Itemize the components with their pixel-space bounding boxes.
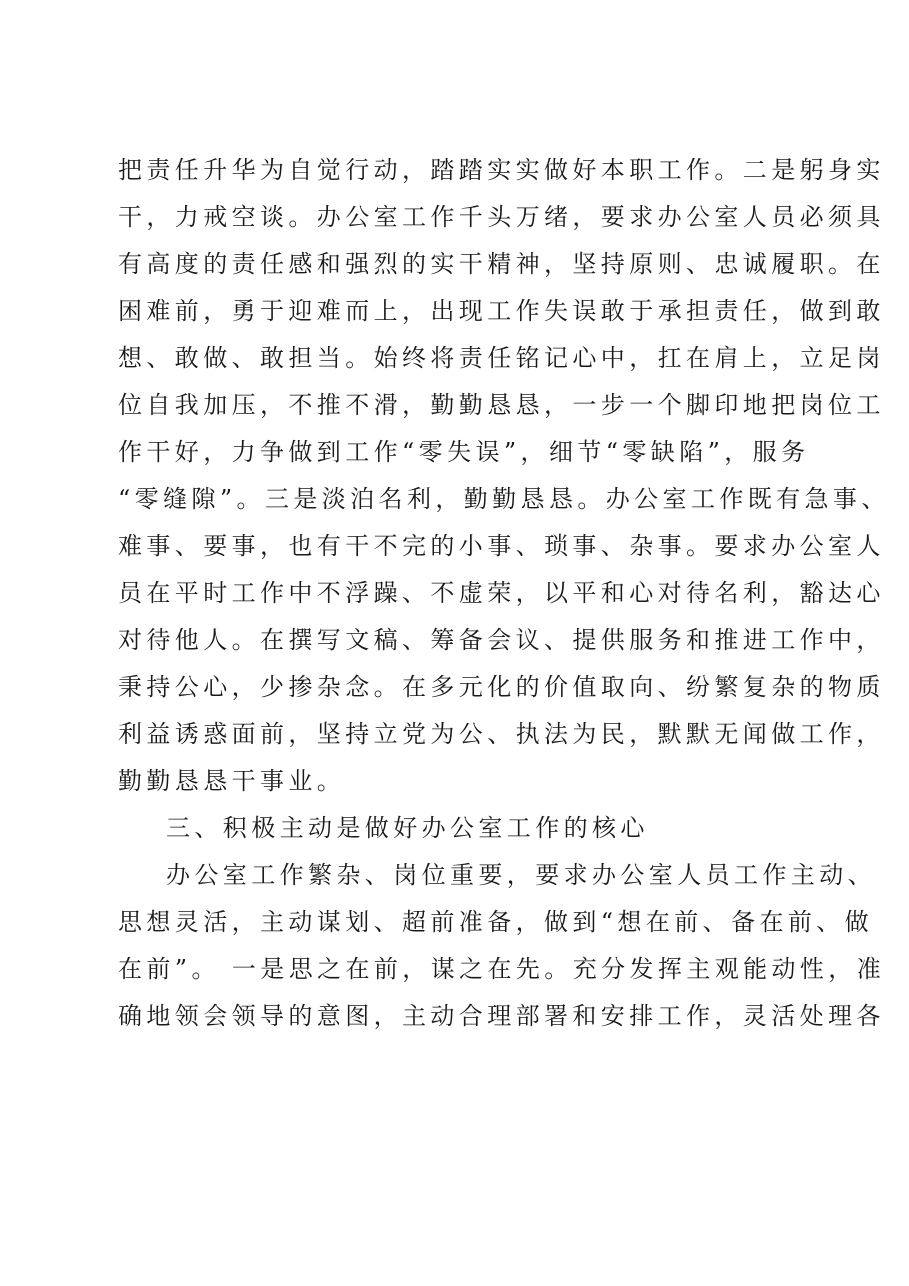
body-text-line: 难事、要事，也有干不完的小事、琐事、杂事。要求办公室人 [118, 532, 885, 560]
body-text-line: 位自我加压，不推不滑，勤勤恳恳，一步一个脚印地把岗位工 [118, 391, 885, 419]
body-text-line: 在前”。 一是思之在前，谋之在先。充分发挥主观能动性，准 [118, 955, 886, 983]
body-text-line: 员在平时工作中不浮躁、不虚荣，以平和心对待名利，豁达心 [118, 579, 885, 607]
body-text-line: 思想灵活，主动谋划、超前准备，做到“想在前、备在前、做 [118, 908, 874, 936]
body-text-line: 办公室工作繁杂、岗位重要，要求办公室人员工作主动、 [166, 861, 876, 889]
body-text-line: 对待他人。在撰写文稿、筹备会议、提供服务和推进工作中， [118, 626, 885, 654]
body-text-line: 困难前，勇于迎难而上，出现工作失误敢于承担责任，做到敢 [118, 297, 885, 325]
body-text-line: 利益诱惑面前，坚持立党为公、执法为民，默默无闻做工作， [118, 720, 885, 748]
body-text-line: 勤勤恳恳干事业。 [118, 767, 346, 795]
body-text-line: 秉持公心，少掺杂念。在多元化的价值取向、纷繁复杂的物质 [118, 673, 885, 701]
body-text-line: 干，力戒空谈。办公室工作千头万绪，要求办公室人员必须具 [118, 203, 885, 231]
body-text-line: 作干好，力争做到工作“零失误”，细节“零缺陷”，服务 [118, 438, 810, 466]
section-heading: 三、积极主动是做好办公室工作的核心 [166, 814, 649, 842]
body-text-line: 有高度的责任感和强烈的实干精神，坚持原则、忠诚履职。在 [118, 250, 885, 278]
body-text-line: 把责任升华为自觉行动，踏踏实实做好本职工作。二是躬身实 [118, 156, 885, 184]
body-text-line: 确地领会领导的意图，主动合理部署和安排工作，灵活处理各 [118, 1002, 885, 1030]
body-text-line: 想、敢做、敢担当。始终将责任铭记心中，扛在肩上，立足岗 [118, 344, 885, 372]
body-text-line: “零缝隙”。三是淡泊名利，勤勤恳恳。办公室工作既有急事、 [118, 485, 890, 513]
